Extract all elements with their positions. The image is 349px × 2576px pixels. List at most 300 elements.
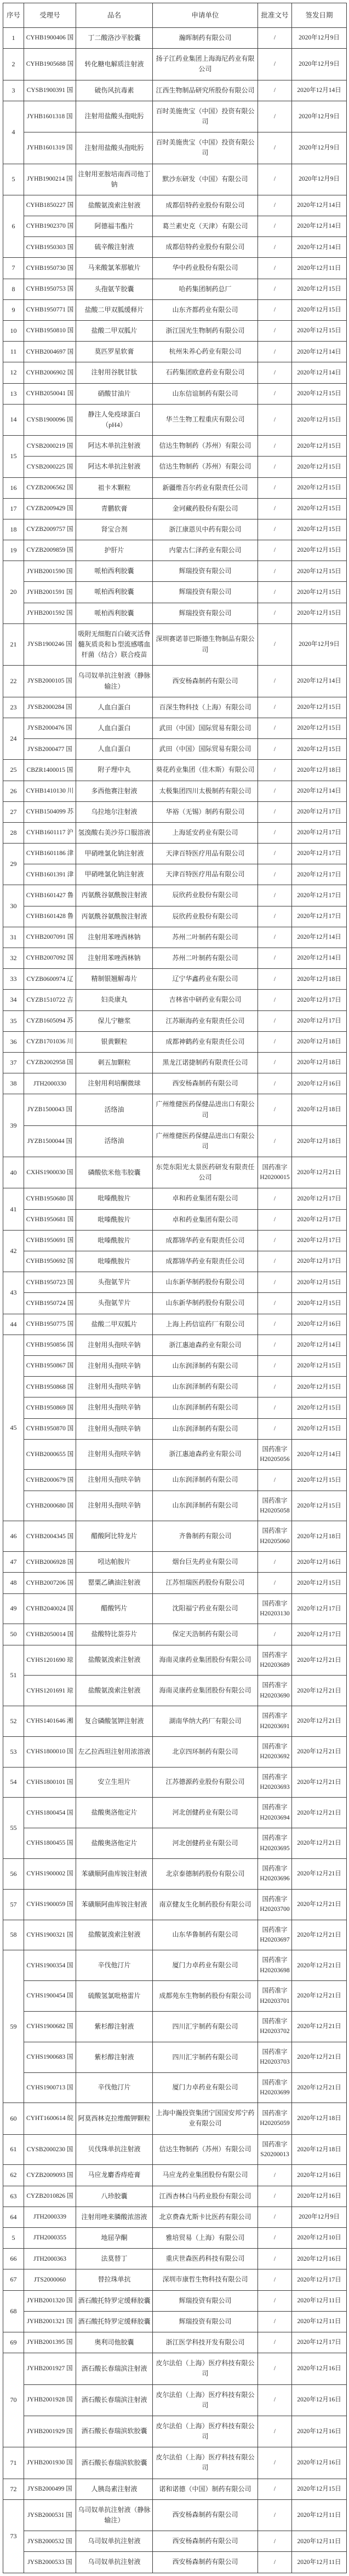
applicant-cell: 山东润泽制药有限公司 <box>153 1470 258 1491</box>
serial-cell: 41 <box>3 1188 24 1230</box>
applicant-cell: 浙江惠迪森药业有限公司 <box>153 1439 258 1470</box>
table-row <box>3 1209 347 1230</box>
approval-no-cell: / <box>258 404 292 435</box>
serial-cell: 36 <box>3 1031 24 1052</box>
approval-no-cell: 国药准字 H20205058 <box>258 1491 292 1521</box>
applicant-cell: 华兰生物工程重庆有限公司 <box>153 404 258 435</box>
issue-date-cell: 2020年12月16日 <box>292 2249 347 2269</box>
approval-no-cell: / <box>258 990 292 1010</box>
acceptance-no-cell: CYSB1900096 国 <box>24 404 76 435</box>
approval-no-cell: 国药准字 H20203703 <box>258 2042 292 2072</box>
acceptance-no-cell: CYHS1900059 国 <box>24 1889 76 1920</box>
approval-no-cell: / <box>258 383 292 404</box>
applicant-cell: 成都倍特药业股份有限公司 <box>153 195 258 216</box>
issue-date-cell: 2020年12月17日 <box>292 864 347 885</box>
column-header-product-name: 品名 <box>76 3 153 28</box>
acceptance-no-cell: CXHS1900030 国 <box>24 1157 76 1188</box>
issue-date-cell: 2020年12月21日 <box>292 2011 347 2042</box>
product-name-cell: 注射用头孢呋辛钠 <box>76 1355 153 1376</box>
product-name-cell: 盐酸特比萘芬片 <box>76 1624 153 1645</box>
table-row <box>3 2332 347 2353</box>
serial-cell: 51 <box>3 1645 24 1706</box>
table-row <box>3 1828 347 1859</box>
table-row <box>3 990 347 1010</box>
issue-date-cell: 2020年12月18日 <box>292 760 347 781</box>
table-row <box>3 2353 347 2384</box>
approval-no-cell: / <box>258 666 292 697</box>
issue-date-cell: 2020年12月21日 <box>292 1859 347 1890</box>
serial-cell: 21 <box>3 623 24 666</box>
applicant-cell: 吉林省中研药业有限公司 <box>153 990 258 1010</box>
table-row <box>3 1439 347 1470</box>
approval-no-cell: / <box>258 498 292 519</box>
approval-no-cell: / <box>258 822 292 843</box>
product-name-cell: 安立生坦片 <box>76 1767 153 1798</box>
table-row <box>3 299 347 320</box>
product-name-cell: 护肝片 <box>76 540 153 561</box>
applicant-cell: 苏州二叶制药有限公司 <box>153 948 258 969</box>
product-name-cell: 活络油 <box>76 1125 153 1157</box>
product-name-cell: 阿莫西林克拉维酸钾颗粒 <box>76 2103 153 2134</box>
header-row <box>3 3 347 28</box>
serial-cell: 70 <box>3 2353 24 2447</box>
table-row <box>3 1031 347 1052</box>
issue-date-cell: 2020年12月11日 <box>292 2290 347 2311</box>
issue-date-cell: 2020年12月21日 <box>292 1798 347 1828</box>
product-name-cell: 法莫替丁 <box>76 2249 153 2269</box>
issue-date-cell: 2020年12月17日 <box>292 1010 347 1031</box>
issue-date-cell: 2020年12月14日 <box>292 927 347 948</box>
acceptance-no-cell: JTH2000330 <box>24 1073 76 1094</box>
acceptance-no-cell: JYSB2000476 国 <box>24 718 76 738</box>
issue-date-cell: 2020年12月14日 <box>292 666 347 697</box>
acceptance-no-cell: CYHB1950692 国 <box>24 1251 76 1272</box>
issue-date-cell: 2020年12月15日 <box>292 1470 347 1491</box>
applicant-cell: 上海延安药业有限公司 <box>153 822 258 843</box>
product-name-cell: 保儿宁糖浆 <box>76 1010 153 1031</box>
approval-no-cell: / <box>258 697 292 718</box>
issue-date-cell: 2020年12月21日 <box>292 1828 347 1859</box>
table-row <box>3 864 347 885</box>
approval-no-cell: / <box>258 1377 292 1397</box>
table-row <box>3 362 347 383</box>
applicant-cell: 成都神鹤药业有限责任公司 <box>153 1031 258 1052</box>
serial-cell: 11 <box>3 342 24 362</box>
issue-date-cell: 2020年12月15日 <box>292 582 347 603</box>
column-header-acceptance-no: 受理号 <box>24 3 76 28</box>
product-name-cell: 阿达木单抗注射液 <box>76 436 153 457</box>
applicant-cell: 信达生物制药（苏州）有限公司 <box>153 2134 258 2165</box>
table-row <box>3 383 347 404</box>
applicant-cell: 深圳市康哲生物科技有限公司 <box>153 2269 258 2290</box>
applicant-cell: 烟台巨先药业有限公司 <box>153 1552 258 1573</box>
approval-no-cell: / <box>258 1272 292 1293</box>
approval-no-cell: / <box>258 2416 292 2447</box>
serial-cell: 2 <box>3 49 24 80</box>
approval-no-cell: / <box>258 2311 292 2332</box>
product-name-cell: 紫杉醇注射液 <box>76 2042 153 2072</box>
issue-date-cell: 2020年12月15日 <box>292 561 347 582</box>
table-row <box>3 906 347 927</box>
issue-date-cell: 2020年12月21日 <box>292 1157 347 1188</box>
approval-no-cell: / <box>258 2447 292 2479</box>
table-row <box>3 540 347 561</box>
approval-no-cell: / <box>258 237 292 258</box>
serial-cell: 5 <box>3 2228 24 2249</box>
approval-no-cell: / <box>258 132 292 164</box>
issue-date-cell: 2020年12月15日 <box>292 457 347 477</box>
table-row <box>3 1157 347 1188</box>
issue-date-cell: 2020年12月18日 <box>292 2134 347 2165</box>
acceptance-no-cell: CYHB1950691 国 <box>24 1230 76 1251</box>
serial-cell: 39 <box>3 1094 24 1157</box>
applicant-cell: 武田（中国）国际贸易有限公司 <box>153 718 258 738</box>
product-name-cell: 阿德福韦酯片 <box>76 216 153 237</box>
approval-no-cell: / <box>258 436 292 457</box>
serial-cell: 15 <box>3 436 24 477</box>
table-row <box>3 1125 347 1157</box>
acceptance-no-cell: CYHB1950724 国 <box>24 1293 76 1314</box>
table-row <box>3 195 347 216</box>
acceptance-no-cell: JYZB1500044 国 <box>24 1125 76 1157</box>
issue-date-cell: 2020年12月15日 <box>292 718 347 738</box>
serial-cell: 45 <box>3 1335 24 1521</box>
applicant-cell: 百时美施贵宝（中国）投资有限公司 <box>153 132 258 164</box>
table-row <box>3 1251 347 1272</box>
applicant-cell: 海南灵康药业集团股份有限公司 <box>153 1676 258 1706</box>
applicant-cell: 皮尔法伯（上海）医疗科技有限公司 <box>153 2416 258 2447</box>
acceptance-no-cell: CYHB2006902 国 <box>24 362 76 383</box>
product-name-cell: 盐酸二甲双胍片 <box>76 1314 153 1335</box>
acceptance-no-cell: CYHT1600614 皖 <box>24 2103 76 2134</box>
issue-date-cell: 2020年12月14日 <box>292 948 347 969</box>
product-name-cell: 哌柏西利胶囊 <box>76 582 153 603</box>
issue-date-cell: 2020年12月21日 <box>292 1736 347 1767</box>
serial-cell: 9 <box>3 299 24 320</box>
acceptance-no-cell: CYHB1950771 国 <box>24 299 76 320</box>
approval-no-cell: / <box>258 969 292 990</box>
applicant-cell: 四川汇宇制药有限公司 <box>153 2042 258 2072</box>
issue-date-cell: 2020年12月14日 <box>292 1439 347 1470</box>
acceptance-no-cell: CYHB1950680 国 <box>24 1188 76 1209</box>
table-row <box>3 1272 347 1293</box>
acceptance-no-cell: JTS2000060 <box>24 2269 76 2290</box>
approval-no-cell: 国药准字 H20205056 <box>258 1439 292 1470</box>
issue-date-cell: 2020年12月15日 <box>292 1397 347 1418</box>
acceptance-no-cell: CYHB2007092 国 <box>24 948 76 969</box>
acceptance-no-cell: CYHB2050041 国 <box>24 383 76 404</box>
acceptance-no-cell: JYHB2001592 国 <box>24 603 76 623</box>
approval-no-cell: / <box>258 948 292 969</box>
product-name-cell: 酒石酸托特罗定缓释胶囊 <box>76 2311 153 2332</box>
serial-cell: 26 <box>3 781 24 801</box>
approval-no-cell: 国药准字 S20200013 <box>258 2134 292 2165</box>
acceptance-no-cell: CYZB1510722 吉 <box>24 990 76 1010</box>
approval-no-cell: / <box>258 362 292 383</box>
applicant-cell: 北京泰德制药股份有限公司 <box>153 1859 258 1890</box>
approval-no-cell: / <box>258 457 292 477</box>
issue-date-cell: 2020年12月15日 <box>292 1293 347 1314</box>
serial-cell: 68 <box>3 2290 24 2332</box>
table-row <box>3 1920 347 1950</box>
acceptance-no-cell: JYSB2000531 国 <box>24 2499 76 2531</box>
acceptance-no-cell: CYZB2009093 国 <box>24 2165 76 2186</box>
product-name-cell: 紫杉醇注射液 <box>76 2011 153 2042</box>
issue-date-cell: 2020年12月14日 <box>292 1335 347 1355</box>
table-row <box>3 2103 347 2134</box>
serial-cell: 64 <box>3 2207 24 2227</box>
serial-cell: 24 <box>3 718 24 759</box>
applicant-cell: 上海中瀚投资集团宁国国安邦宁药业有限公司 <box>153 2103 258 2134</box>
applicant-cell: 浙江医学科技开发有限公司 <box>153 2332 258 2353</box>
approval-no-cell: / <box>258 760 292 781</box>
approval-no-cell: / <box>258 80 292 101</box>
applicant-cell: 成都苑东生物制药股份有限公司 <box>153 1981 258 2012</box>
applicant-cell: 天津百特医疗用品有限公司 <box>153 864 258 885</box>
applicant-cell: 华裕（无锡）制药有限公司 <box>153 801 258 822</box>
issue-date-cell: 2020年12月11日 <box>292 258 347 279</box>
applicant-cell: 卓和药业集团有限公司 <box>153 1188 258 1209</box>
table-row <box>3 1188 347 1209</box>
applicant-cell: 皮尔法伯（上海）医疗科技有限公司 <box>153 2353 258 2384</box>
product-name-cell: 罂粟乙碘油注射液 <box>76 1573 153 1593</box>
table-row <box>3 1293 347 1314</box>
table-row <box>3 498 347 519</box>
approval-no-cell: / <box>258 2332 292 2353</box>
approval-no-cell: / <box>258 927 292 948</box>
drug-approval-table <box>3 3 347 2573</box>
applicant-cell: 成都倍特药业股份有限公司 <box>153 237 258 258</box>
acceptance-no-cell: CYHS1900321 国 <box>24 1920 76 1950</box>
serial-cell: 59 <box>3 1950 24 2103</box>
serial-cell: 12 <box>3 362 24 383</box>
acceptance-no-cell: CYHB2000680 国 <box>24 1491 76 1521</box>
product-name-cell: 盐酸二甲双胍缓释片 <box>76 299 153 320</box>
issue-date-cell: 2020年12月21日 <box>292 1676 347 1706</box>
applicant-cell: 成都锦华药业有限责任公司 <box>153 1230 258 1251</box>
issue-date-cell: 2020年12月18日 <box>292 969 347 990</box>
acceptance-no-cell: CYSB2000225 国 <box>24 457 76 477</box>
table-row <box>3 739 347 760</box>
product-name-cell: 人血白蛋白 <box>76 697 153 718</box>
issue-date-cell: 2020年12月21日 <box>292 1767 347 1798</box>
applicant-cell: 哈药集团制药总厂 <box>153 279 258 299</box>
approval-no-cell: / <box>258 195 292 216</box>
issue-date-cell: 2020年12月17日 <box>292 1251 347 1272</box>
serial-cell: 17 <box>3 498 24 519</box>
product-name-cell: 盐酸氨溴索注射液 <box>76 1920 153 1950</box>
product-name-cell: 磷酸依米他韦胶囊 <box>76 1157 153 1188</box>
product-name-cell: 吡嗪酰胺片 <box>76 1230 153 1251</box>
acceptance-no-cell: CYZB1701036 川 <box>24 1031 76 1052</box>
product-name-cell: 丙氨酰谷氨酰胺注射液 <box>76 885 153 906</box>
approval-no-cell: / <box>258 2269 292 2290</box>
issue-date-cell: 2020年12月17日 <box>292 1188 347 1209</box>
table-row <box>3 1645 347 1676</box>
product-name-cell: 注射用唑来膦酸浓溶液 <box>76 2207 153 2227</box>
approval-no-cell: / <box>258 2353 292 2384</box>
product-name-cell: 破伤风抗毒素 <box>76 80 153 101</box>
product-name-cell: 八珍胶囊 <box>76 2186 153 2207</box>
approval-no-cell: 国药准字 H20205060 <box>258 1521 292 1552</box>
issue-date-cell: 2020年12月16日 <box>292 1314 347 1335</box>
serial-cell: 46 <box>3 1521 24 1552</box>
product-name-cell: 吡嗪酰胺片 <box>76 1209 153 1230</box>
product-name-cell: 甲硝唑氯化钠注射液 <box>76 864 153 885</box>
table-row <box>3 1981 347 2012</box>
serial-cell: 44 <box>3 1314 24 1335</box>
applicant-cell: 河北创健药业有限公司 <box>153 1828 258 1859</box>
product-name-cell: 精制银翘解毒片 <box>76 969 153 990</box>
issue-date-cell: 2020年12月15日 <box>292 404 347 435</box>
applicant-cell: 卓和药业集团有限公司 <box>153 1209 258 1230</box>
acceptance-no-cell: JYHB2001927 国 <box>24 2353 76 2384</box>
serial-cell: 69 <box>3 2332 24 2353</box>
approval-no-cell: 国药准字 H20203130 <box>258 1593 292 1624</box>
serial-cell: 33 <box>3 969 24 990</box>
table-row <box>3 1010 347 1031</box>
serial-cell: 62 <box>3 2165 24 2186</box>
issue-date-cell: 2020年12月9日 <box>292 132 347 164</box>
approval-no-cell: / <box>258 28 292 49</box>
table-row <box>3 1950 347 1981</box>
acceptance-no-cell: CYHS1900683 国 <box>24 2042 76 2072</box>
approval-no-cell: / <box>258 2228 292 2249</box>
applicant-cell: 内蒙古仁泽药业有限公司 <box>153 540 258 561</box>
acceptance-no-cell: JYHB2001321 国 <box>24 2311 76 2332</box>
acceptance-no-cell: CYHB2004345 国 <box>24 1521 76 1552</box>
table-row <box>3 279 347 299</box>
applicant-cell: 广州维健医药保健品进出口有限公司 <box>153 1125 258 1157</box>
issue-date-cell: 2020年12月17日 <box>292 1230 347 1251</box>
serial-cell: 54 <box>3 1767 24 1798</box>
table-row <box>3 2186 347 2207</box>
applicant-cell: 杭州朱养心药业有限公司 <box>153 342 258 362</box>
applicant-cell: 厦门力卓药业有限公司 <box>153 1950 258 1981</box>
acceptance-no-cell: JTH2000363 <box>24 2249 76 2269</box>
table-row <box>3 101 347 132</box>
applicant-cell: 皮尔法伯（上海）医疗科技有限公司 <box>153 2447 258 2479</box>
acceptance-no-cell: CYSB2000230 国 <box>24 2134 76 2165</box>
approval-no-cell: / <box>258 1031 292 1052</box>
column-header-approval-no: 批准文号 <box>258 3 292 28</box>
product-name-cell: 盐酸奥洛他定片 <box>76 1798 153 1828</box>
acceptance-no-cell: CYHB1410130 川 <box>24 781 76 801</box>
serial-cell: 73 <box>3 2499 24 2573</box>
acceptance-no-cell: CYHS1900454 国 <box>24 1981 76 2012</box>
approval-no-cell: 国药准字 H20203693 <box>258 1767 292 1798</box>
issue-date-cell: 2020年12月18日 <box>292 1094 347 1125</box>
approval-no-cell: / <box>258 1293 292 1314</box>
product-name-cell: 辛伐他汀片 <box>76 1950 153 1981</box>
applicant-cell: 葵花药业集团（佳木斯）有限公司 <box>153 760 258 781</box>
serial-cell: 10 <box>3 321 24 342</box>
approval-no-cell: / <box>258 1125 292 1157</box>
product-name-cell: 银黄颗粒 <box>76 1031 153 1052</box>
table-row <box>3 1859 347 1890</box>
acceptance-no-cell: CYHB2000679 国 <box>24 1470 76 1491</box>
table-row <box>3 969 347 990</box>
acceptance-no-cell: CYHB1950869 国 <box>24 1397 76 1418</box>
serial-cell: 71 <box>3 2447 24 2479</box>
applicant-cell: 辉瑞投资有限公司 <box>153 603 258 623</box>
acceptance-no-cell: CYHB1950810 国 <box>24 321 76 342</box>
issue-date-cell: 2020年12月14日 <box>292 216 347 237</box>
approval-no-cell: / <box>258 864 292 885</box>
issue-date-cell: 2020年12月15日 <box>292 1272 347 1293</box>
table-row <box>3 1889 347 1920</box>
table-row <box>3 1052 347 1073</box>
product-name-cell: 盐酸氨溴索注射液 <box>76 1645 153 1676</box>
approval-no-cell: / <box>258 906 292 927</box>
table-row <box>3 216 347 237</box>
acceptance-no-cell: CYHB1504099 苏 <box>24 801 76 822</box>
acceptance-no-cell: CYHS1201690 琼 <box>24 1645 76 1676</box>
applicant-cell: 沈阳福宁药业有限公司 <box>153 1593 258 1624</box>
table-row <box>3 1798 347 1828</box>
acceptance-no-cell: CYHB1950723 国 <box>24 1272 76 1293</box>
product-name-cell: 肾宝合剂 <box>76 519 153 540</box>
column-header-applicant: 申请单位 <box>153 3 258 28</box>
product-name-cell: 哌柏西利胶囊 <box>76 561 153 582</box>
applicant-cell: 齐鲁制药有限公司 <box>153 1521 258 1552</box>
acceptance-no-cell: CYZB2006562 国 <box>24 477 76 498</box>
acceptance-no-cell: CYHS1401646 湘 <box>24 1706 76 1737</box>
acceptance-no-cell: CYZB0600974 辽 <box>24 969 76 990</box>
product-name-cell: 吡嗪酰胺片 <box>76 1188 153 1209</box>
applicant-cell: 辽宁华鑫药业有限公司 <box>153 969 258 990</box>
issue-date-cell: 2020年12月15日 <box>292 739 347 760</box>
applicant-cell: 山东信谊制药有限公司 <box>153 383 258 404</box>
applicant-cell: 江苏恒瑞医药股份有限公司 <box>153 1573 258 1593</box>
issue-date-cell: 2020年12月15日 <box>292 540 347 561</box>
acceptance-no-cell: CYHS1201691 琼 <box>24 1676 76 1706</box>
applicant-cell: 四川汇宇制药有限公司 <box>153 2011 258 2042</box>
acceptance-no-cell: CYHB2007091 国 <box>24 927 76 948</box>
acceptance-no-cell: CYHB1950868 国 <box>24 1377 76 1397</box>
table-row <box>3 132 347 164</box>
approval-no-cell: / <box>258 801 292 822</box>
applicant-cell: 默沙东研发（中国）有限公司 <box>153 164 258 195</box>
issue-date-cell: 2020年12月15日 <box>292 321 347 342</box>
acceptance-no-cell: CYHB1900406 国 <box>24 28 76 49</box>
applicant-cell: 湖南华纳大药厂有限公司 <box>153 1706 258 1737</box>
serial-cell: 30 <box>3 885 24 927</box>
table-row <box>3 321 347 342</box>
acceptance-no-cell: CYHS1800010 国 <box>24 1736 76 1767</box>
acceptance-no-cell: CYHS1900002 国 <box>24 1859 76 1890</box>
issue-date-cell: 2020年12月15日 <box>292 299 347 320</box>
serial-cell: 72 <box>3 2479 24 2499</box>
issue-date-cell: 2020年12月21日 <box>292 1920 347 1950</box>
table-row <box>3 477 347 498</box>
approval-no-cell: / <box>258 1418 292 1439</box>
approval-no-cell: 国药准字 H20203691 <box>258 1706 292 1737</box>
applicant-cell: 保定天浩制药有限公司 <box>153 1624 258 1645</box>
issue-date-cell: 2020年12月15日 <box>292 1377 347 1397</box>
product-name-cell: 注射用亚胺培南西司他丁钠 <box>76 164 153 195</box>
issue-date-cell: 2020年12月18日 <box>292 2103 347 2134</box>
applicant-cell: 山东润泽制药有限公司 <box>153 1355 258 1376</box>
acceptance-no-cell: JYHB1900214 国 <box>24 164 76 195</box>
product-name-cell: 马应龙麝香痔疮膏 <box>76 2165 153 2186</box>
acceptance-no-cell: CYSB1900391 国 <box>24 80 76 101</box>
table-row <box>3 28 347 49</box>
approval-no-cell: / <box>258 49 292 80</box>
applicant-cell: 葛兰素史克（天津）有限公司 <box>153 216 258 237</box>
issue-date-cell: 2020年12月11日 <box>292 2499 347 2531</box>
approval-no-cell: / <box>258 1188 292 1209</box>
